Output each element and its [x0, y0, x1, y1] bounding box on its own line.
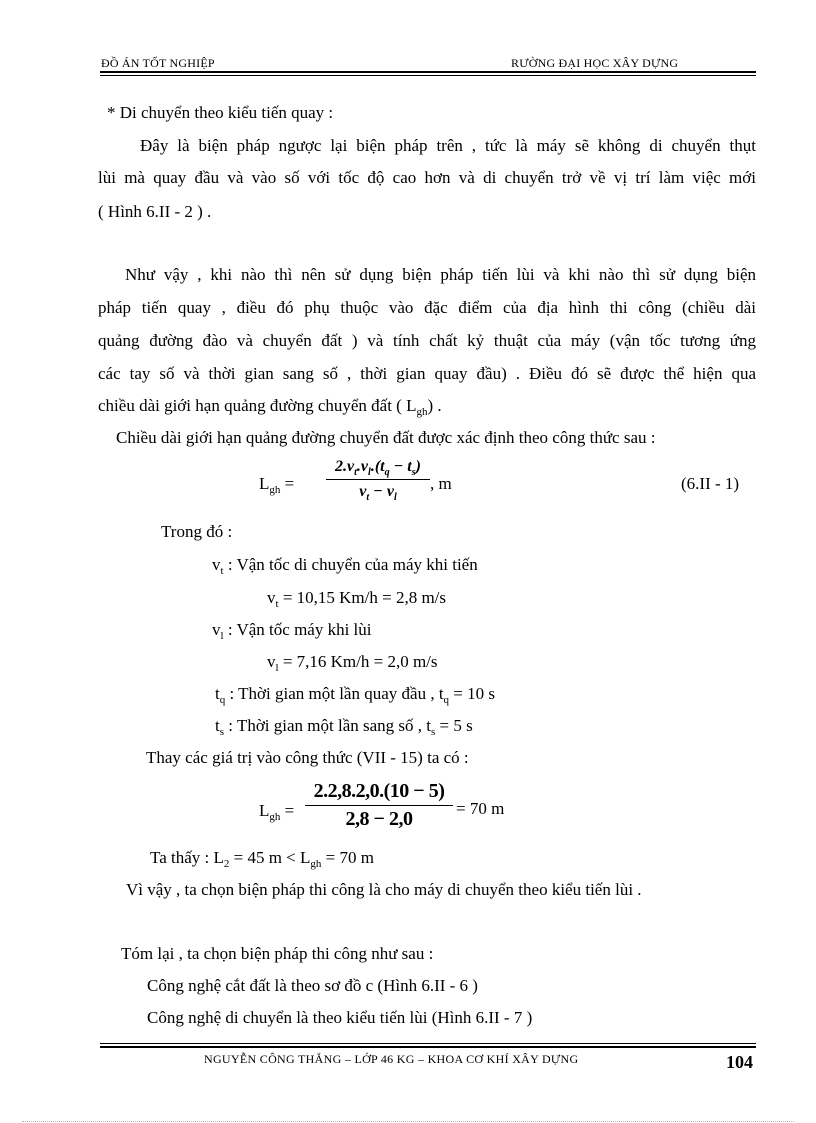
- formula2-result: = 70 m: [456, 799, 505, 818]
- def-tq: $t_q$ : Thời gian một lần quay đầu , $t_q = 10$ s: [215, 684, 495, 706]
- footer-rule-thick: [100, 1046, 756, 1048]
- formula-intro: Chiều dài giới hạn quảng đường chuyển đất được xác định theo công thức sau :: [116, 428, 656, 447]
- def-ts: $t_s$ : Thời gian một lần sang số , $t_s = 5$ s: [215, 716, 473, 738]
- summary-item-2: Công nghệ di chuyển là theo kiểu tiến lùi (Hình 6.II - 7 ): [147, 1008, 533, 1027]
- def-vt-value: $v_t = 10,15$ Km/h = 2,8 m/s: [267, 588, 447, 610]
- para2-line3: quảng đường đào và chuyển đất ) và tính chất kỷ thuật của máy (vận tốc tương ứng: [98, 331, 756, 350]
- footer-author: NGUYỄN CÔNG THẮNG – LỚP 46 KG – KHOA CƠ KHÍ XÂY DỰNG: [204, 1052, 579, 1066]
- substitute-text: Thay các giá trị vào công thức (VII - 15) ta có :: [146, 748, 469, 767]
- def-vl: $v_l$ : Vận tốc máy khi lùi: [212, 620, 372, 642]
- def-vl-value: $v_l = 7,16$ Km/h = 2,0 m/s: [267, 652, 438, 674]
- def-vt: $v_t$ : Vận tốc di chuyển của máy khi tiến: [212, 555, 478, 577]
- formula1-unit: , m: [430, 474, 452, 493]
- page-bottom-edge: [22, 1121, 794, 1122]
- para2-line4: các tay số và thời gian sang số , thời gian quay đầu) . Điều đó sẽ được thể hiện qua: [98, 364, 756, 383]
- para1-line1: Đây là biện pháp ngược lại biện pháp trên , tức là máy sẽ không di chuyển thụt: [140, 136, 756, 155]
- summary-title: Tóm lại , ta chọn biện pháp thi công như sau :: [121, 944, 434, 963]
- compare-line: Ta thấy : $L_2 = 45$ $m < L_{gh} = 70$ m: [150, 848, 374, 870]
- para1-line3: ( Hình 6.II - 2 ) .: [98, 202, 212, 221]
- where-label: Trong đó :: [161, 522, 233, 541]
- para2-line2: pháp tiến quay , điều đó phụ thuộc vào đặc điểm của địa hình thi công (chiều dài: [98, 298, 756, 317]
- formula2-numerator: 2.2,8.2,0.(10 − 5): [313, 780, 445, 802]
- formula2-fraction-bar: [305, 805, 453, 806]
- formula1-fraction-bar: [326, 479, 430, 480]
- formula2-denominator: 2,8 − 2,0: [345, 808, 413, 831]
- header-right: RƯỜNG ĐẠI HỌC XÂY DỰNG: [511, 56, 679, 70]
- summary-item-1: Công nghệ cắt đất là theo sơ đồ c (Hình 6.II - 6 ): [147, 976, 478, 995]
- formula2-lhs: $L_{gh}$ =: [259, 801, 295, 823]
- formula1-denominator: $v_t - v_l$: [359, 483, 397, 504]
- para2-line5: chiều dài giới hạn quảng đường chuyển đất ( $L_{gh}$) .: [98, 396, 442, 418]
- formula1-label: (6.II - 1): [681, 474, 740, 493]
- header-left: ĐỒ ÁN TỐT NGHIỆP: [101, 56, 215, 70]
- formula1-numerator: $2.v_t.v_l.(t_q - t_s)$: [335, 458, 421, 478]
- para1-line2: lùi mà quay đầu và vào số với tốc độ cao hơn và di chuyển trở về vị trí làm việc mới: [98, 168, 756, 187]
- para2-line1: Như vậy , khi nào thì nên sử dụng biện pháp tiến lùi và khi nào thì sử dụng biện: [125, 265, 756, 284]
- formula1-fraction: [326, 458, 430, 504]
- footer-rule-thin: [100, 1043, 756, 1044]
- page-number: 104: [726, 1052, 753, 1072]
- formula1-lhs: $L_{gh}$ =: [259, 474, 295, 496]
- header-rule-thin: [100, 75, 756, 76]
- conclusion-text: Vì vậy , ta chọn biện pháp thi công là cho máy di chuyển theo kiểu tiến lùi .: [126, 880, 642, 899]
- formula2-fraction: [305, 780, 453, 831]
- section-title: * Di chuyển theo kiểu tiến quay :: [107, 103, 334, 122]
- header-rule-thick: [100, 71, 756, 73]
